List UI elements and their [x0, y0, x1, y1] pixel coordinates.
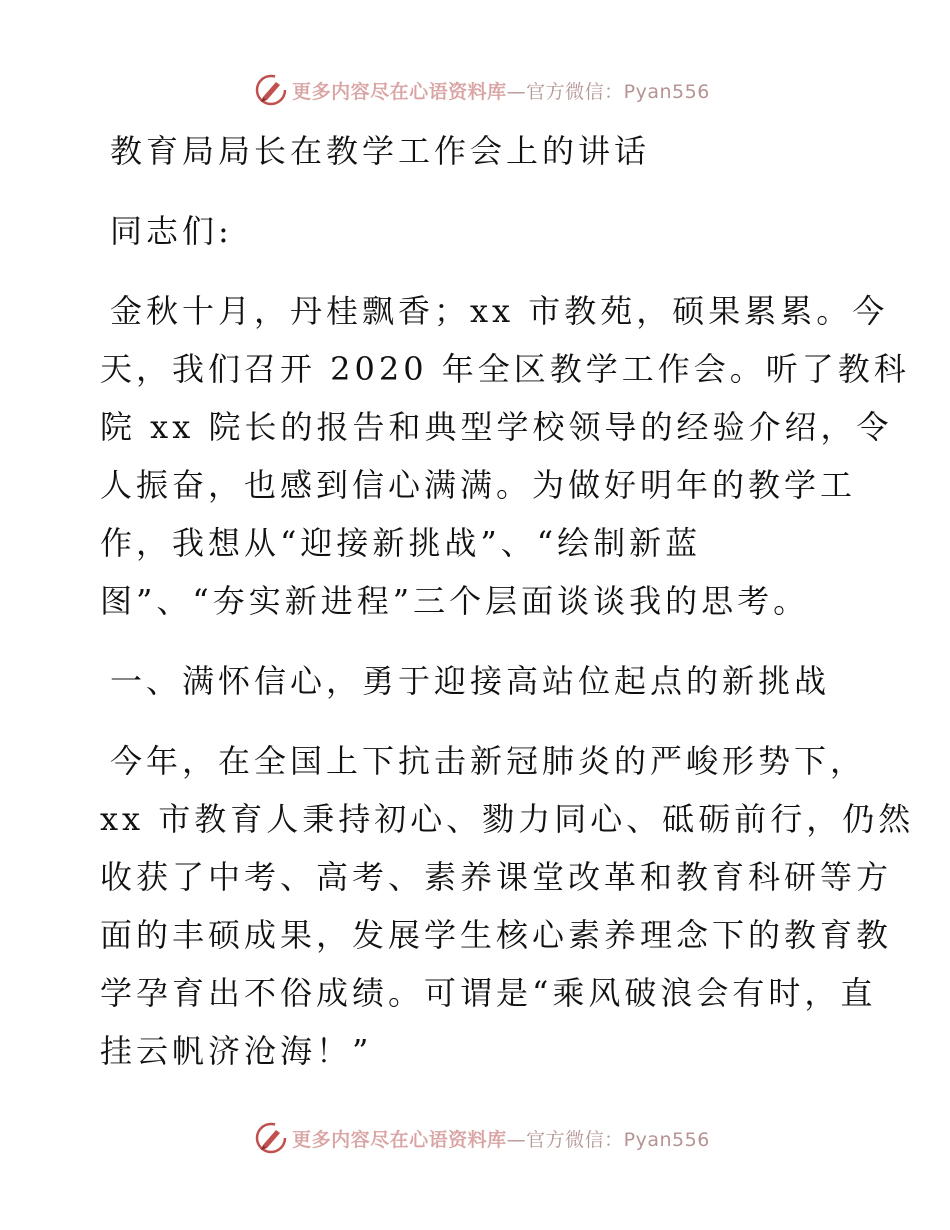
watermark-secondary-text: —官方微信：Pyan556	[506, 1128, 710, 1151]
paragraph-line: 学孕育出不俗成绩。可谓是“乘风破浪会有时，直	[100, 974, 877, 1012]
watermark-group	[254, 73, 710, 107]
paragraph-line: 今年，在全国上下抗击新冠肺炎的严峻形势下，	[110, 742, 867, 780]
watermark-secondary-text: —官方微信：Pyan556	[506, 80, 710, 103]
paragraph-line: 人振奋，也感到信心满满。为做好明年的教学工	[100, 466, 857, 504]
paragraph-2	[100, 732, 915, 1080]
watermark-group	[254, 1121, 710, 1155]
paragraph-line: 金秋十月，丹桂飘香；xx 市教苑，硕果累累。今	[110, 292, 889, 330]
pen-logo-icon	[254, 73, 288, 107]
paragraph-line: 收获了中考、高考、素养课堂改革和教育科研等方	[100, 858, 893, 896]
paragraph-line: 院 xx 院长的报告和典型学校领导的经验介绍，令	[100, 408, 893, 446]
paragraph-1	[100, 282, 910, 630]
paragraph-line: 挂云帆济沧海！”	[100, 1032, 373, 1070]
paragraph-line: 作，我想从“迎接新挑战”、“绘制新蓝	[100, 524, 702, 562]
bottom-watermark-banner	[0, 1118, 950, 1158]
paragraph-line: 图”、“夯实新进程”三个层面谈谈我的思考。	[100, 582, 810, 620]
document-body	[100, 122, 915, 1080]
watermark-primary-text: 更多内容尽在心语资料库	[292, 1128, 507, 1151]
section-heading-1: 一、满怀信心，勇于迎接高站位起点的新挑战	[110, 662, 831, 700]
salutation: 同志们:	[110, 212, 233, 250]
watermark-text	[292, 77, 710, 104]
paragraph-line: 天，我们召开 2020 年全区教学工作会。听了教科	[100, 350, 910, 388]
pen-logo-icon	[254, 1121, 288, 1155]
watermark-text	[292, 1125, 710, 1152]
document-title: 教育局局长在教学工作会上的讲话	[110, 132, 651, 170]
paragraph-line: xx 市教育人秉持初心、勠力同心、砥砺前行，仍然	[100, 800, 915, 838]
watermark-primary-text: 更多内容尽在心语资料库	[292, 80, 507, 103]
paragraph-line: 面的丰硕成果，发展学生核心素养理念下的教育教	[100, 916, 893, 954]
top-watermark-banner	[0, 70, 950, 110]
